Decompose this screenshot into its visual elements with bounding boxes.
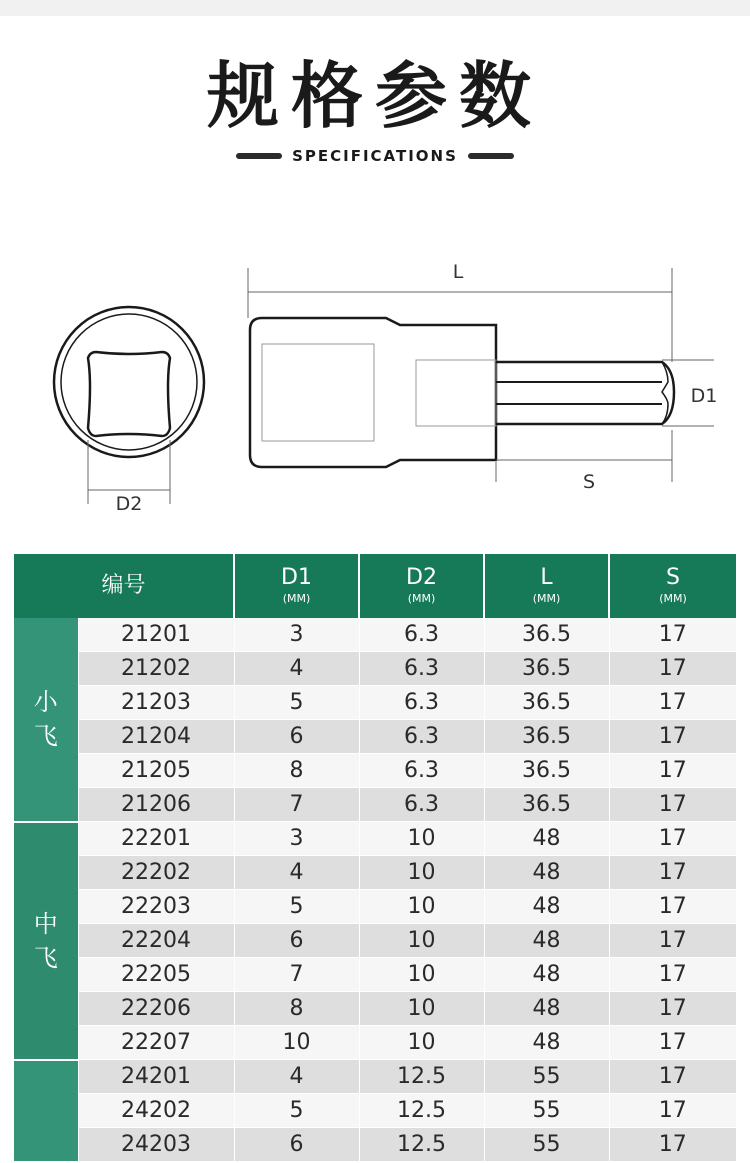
- table-row: [14, 618, 736, 652]
- table-row: [14, 890, 736, 924]
- cell-l: 55: [484, 1060, 609, 1094]
- cell-d2: 6.3: [359, 686, 484, 720]
- cell-d2: 6.3: [359, 618, 484, 652]
- group-label: 小 飞: [14, 618, 78, 822]
- end-view: [54, 307, 204, 504]
- dimension-diagram: [0, 240, 750, 530]
- table-row: [14, 754, 736, 788]
- cell-d1: 8: [234, 754, 359, 788]
- cell-id: 21206: [78, 788, 234, 822]
- cell-s: 17: [609, 856, 736, 890]
- cell-s: 17: [609, 1128, 736, 1162]
- cell-s: 17: [609, 720, 736, 754]
- group-label: [14, 1060, 78, 1162]
- spec-table: [14, 554, 736, 1163]
- cell-d1: 8: [234, 992, 359, 1026]
- column-header-d2: D2 (MM): [359, 554, 484, 618]
- cell-d2: 10: [359, 992, 484, 1026]
- cell-s: 17: [609, 992, 736, 1026]
- cell-id: 22201: [78, 822, 234, 856]
- cell-id: 21205: [78, 754, 234, 788]
- cell-d2: 10: [359, 958, 484, 992]
- column-header-d1: D1 (MM): [234, 554, 359, 618]
- cell-l: 48: [484, 992, 609, 1026]
- cell-s: 17: [609, 1060, 736, 1094]
- cell-id: 21201: [78, 618, 234, 652]
- column-header-l: L (MM): [484, 554, 609, 618]
- cell-id: 21204: [78, 720, 234, 754]
- cell-id: 22206: [78, 992, 234, 1026]
- cell-s: 17: [609, 924, 736, 958]
- table-row: [14, 822, 736, 856]
- cell-l: 36.5: [484, 788, 609, 822]
- cell-d1: 7: [234, 788, 359, 822]
- label-s: S: [582, 471, 596, 493]
- label-l: L: [452, 261, 464, 283]
- table-row: [14, 1128, 736, 1162]
- cell-d1: 6: [234, 720, 359, 754]
- subtitle-row: [0, 143, 750, 169]
- cell-d1: 6: [234, 924, 359, 958]
- cell-id: 24201: [78, 1060, 234, 1094]
- cell-s: 17: [609, 652, 736, 686]
- cell-d1: 5: [234, 1094, 359, 1128]
- table-row: [14, 856, 736, 890]
- cell-l: 36.5: [484, 652, 609, 686]
- table-row: [14, 1026, 736, 1060]
- cell-d1: 5: [234, 890, 359, 924]
- label-d2: D2: [115, 493, 143, 515]
- cell-id: 22204: [78, 924, 234, 958]
- cell-d1: 3: [234, 822, 359, 856]
- top-strip: [0, 0, 750, 16]
- cell-d2: 6.3: [359, 754, 484, 788]
- cell-s: 17: [609, 958, 736, 992]
- table-row: [14, 686, 736, 720]
- cell-d2: 10: [359, 856, 484, 890]
- cell-id: 21202: [78, 652, 234, 686]
- table-body: [14, 618, 736, 1162]
- column-header-s: S (MM): [609, 554, 736, 618]
- cell-id: 22203: [78, 890, 234, 924]
- cell-s: 17: [609, 788, 736, 822]
- cell-l: 36.5: [484, 720, 609, 754]
- cell-l: 48: [484, 958, 609, 992]
- column-header-id: 编号: [14, 554, 234, 618]
- cell-d1: 3: [234, 618, 359, 652]
- cell-s: 17: [609, 1094, 736, 1128]
- cell-d2: 10: [359, 924, 484, 958]
- cell-d2: 10: [359, 1026, 484, 1060]
- cell-l: 36.5: [484, 618, 609, 652]
- table-header-row: [14, 554, 736, 618]
- cell-id: 22202: [78, 856, 234, 890]
- table-row: [14, 652, 736, 686]
- cell-d2: 6.3: [359, 788, 484, 822]
- cell-id: 22207: [78, 1026, 234, 1060]
- table-row: [14, 958, 736, 992]
- cell-l: 48: [484, 822, 609, 856]
- cell-d2: 10: [359, 890, 484, 924]
- cell-s: 17: [609, 754, 736, 788]
- dimension-drawing: [0, 240, 750, 530]
- cell-l: 48: [484, 856, 609, 890]
- cell-d1: 4: [234, 1060, 359, 1094]
- cell-s: 17: [609, 822, 736, 856]
- cell-s: 17: [609, 1026, 736, 1060]
- table-row: [14, 992, 736, 1026]
- table-row: [14, 924, 736, 958]
- cell-s: 17: [609, 890, 736, 924]
- cell-l: 36.5: [484, 754, 609, 788]
- cell-d2: 12.5: [359, 1094, 484, 1128]
- cell-d1: 7: [234, 958, 359, 992]
- group-label: 中 飞: [14, 822, 78, 1060]
- cell-id: 24202: [78, 1094, 234, 1128]
- page-subtitle: SPECIFICATIONS: [292, 147, 458, 165]
- cell-d1: 4: [234, 652, 359, 686]
- cell-id: 24203: [78, 1128, 234, 1162]
- cell-id: 21203: [78, 686, 234, 720]
- cell-l: 55: [484, 1094, 609, 1128]
- cell-l: 36.5: [484, 686, 609, 720]
- cell-d2: 10: [359, 822, 484, 856]
- side-view: [248, 268, 714, 482]
- cell-l: 48: [484, 1026, 609, 1060]
- page-title: 规格参数: [206, 54, 543, 138]
- cell-d2: 6.3: [359, 720, 484, 754]
- cell-d2: 12.5: [359, 1060, 484, 1094]
- cell-d2: 12.5: [359, 1128, 484, 1162]
- cell-l: 48: [484, 924, 609, 958]
- subtitle-dash-left: [236, 153, 282, 159]
- table-row: [14, 720, 736, 754]
- table-row: [14, 1094, 736, 1128]
- cell-s: 17: [609, 618, 736, 652]
- cell-l: 55: [484, 1128, 609, 1162]
- cell-id: 22205: [78, 958, 234, 992]
- subtitle-dash-right: [468, 153, 514, 159]
- cell-d1: 5: [234, 686, 359, 720]
- cell-l: 48: [484, 890, 609, 924]
- table-row: [14, 1060, 736, 1094]
- cell-d1: 6: [234, 1128, 359, 1162]
- cell-d1: 4: [234, 856, 359, 890]
- table-row: [14, 788, 736, 822]
- cell-d1: 10: [234, 1026, 359, 1060]
- label-d1: D1: [690, 385, 718, 407]
- cell-s: 17: [609, 686, 736, 720]
- cell-d2: 6.3: [359, 652, 484, 686]
